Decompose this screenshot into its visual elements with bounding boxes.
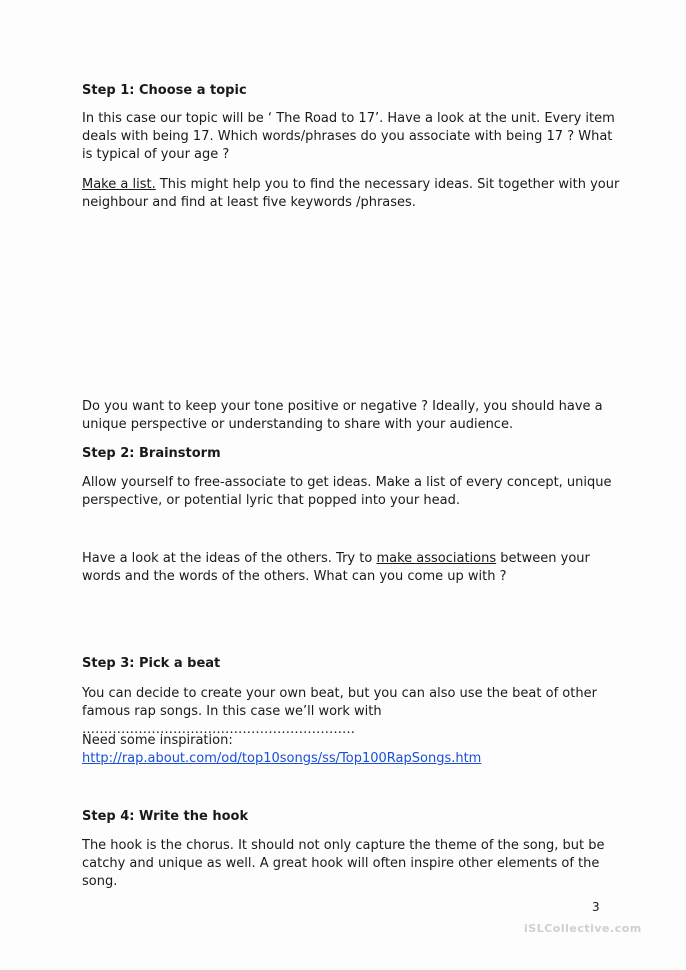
step1-paragraph-list-rest: This might help you to find the necessary ideas. Sit together with your neighbour and find at least five keywords /phrases. [82, 177, 620, 210]
step3-heading: Step 3: Pick a beat [82, 656, 221, 671]
make-a-list-text: Make a list. [82, 177, 156, 192]
step1-paragraph-tone: Do you want to keep your tone positive or negative ? Ideally, you should have a unique perspective or understanding to share with your audience. [82, 399, 603, 432]
step4-paragraph-hook: The hook is the chorus. It should not only capture the theme of the song, but be catchy and unique as well. A great hook will often inspire other elements of the song. [82, 838, 605, 889]
step1-paragraph-topic: In this case our topic will be ‘ The Road to 17’. Have a look at the unit. Every item deals with being 17. Which words/phrases do you associate with being 17 ? What is typical of your age ? [82, 111, 615, 162]
step1-paragraph-list [82, 176, 622, 212]
step2-paragraph-associations [82, 550, 622, 586]
page-number: 3 [592, 900, 600, 914]
watermark: iSLCollective.com [524, 922, 642, 935]
make-associations-text: make associations [376, 551, 497, 566]
step1-heading: Step 1: Choose a topic [82, 83, 247, 98]
inspiration-link-line [82, 750, 622, 768]
step2-heading: Step 2: Brainstorm [82, 446, 221, 461]
inspiration-label: Need some inspiration: [82, 733, 233, 748]
step4-heading: Step 4: Write the hook [82, 809, 249, 824]
step2-paragraph-free-associate: Allow yourself to free-associate to get ideas. Make a list of every concept, unique perspective, or potential lyric that popped into your head. [82, 475, 612, 508]
step3-paragraph-beat: You can decide to create your own beat, but you can also use the beat of other famous rap songs. In this case we’ll work with ……………………………………………………… [82, 686, 597, 737]
inspiration-link[interactable]: http://rap.about.com/od/top10songs/ss/Top100RapSongs.htm [82, 751, 482, 766]
step2-associations-before: Have a look at the ideas of the others. Try to [82, 551, 377, 566]
step2-associations-after: between your words and the words of the others. What can you come up with ? [82, 551, 590, 584]
